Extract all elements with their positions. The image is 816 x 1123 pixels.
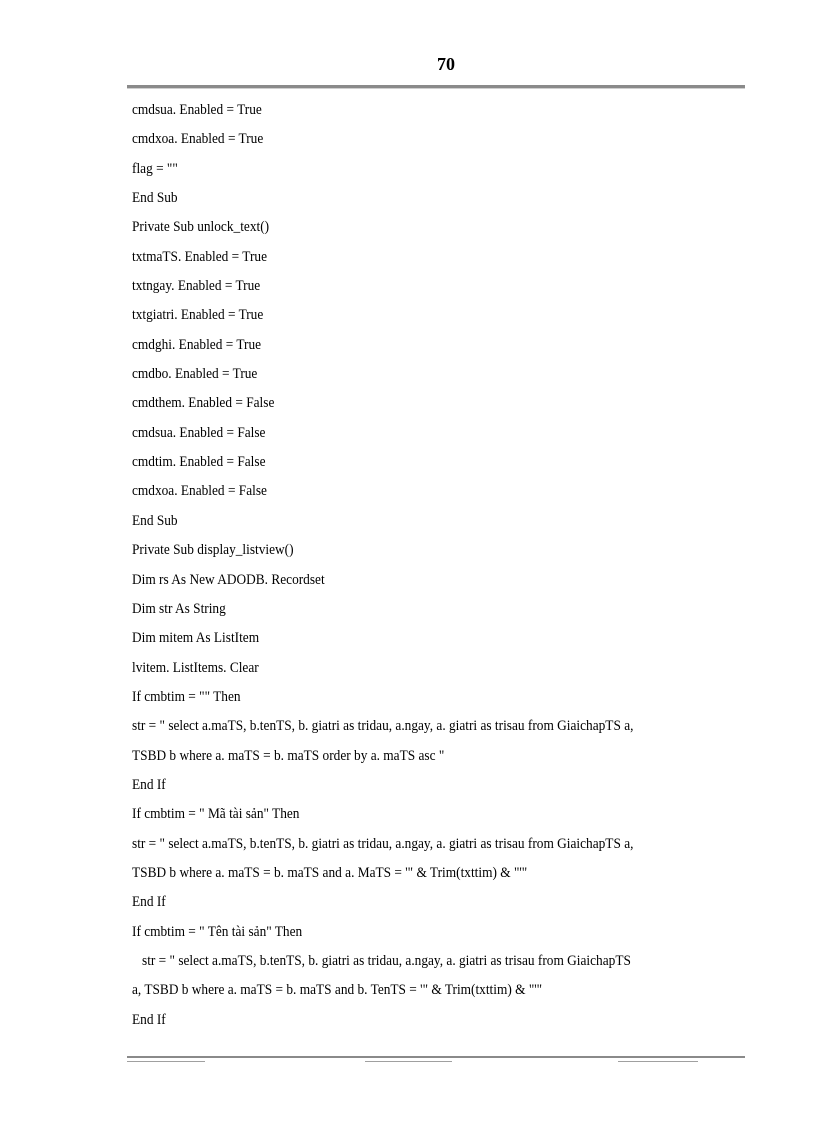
code-line: txtngay. Enabled = True: [132, 278, 261, 295]
code-line: cmdthem. Enabled = False: [132, 395, 275, 412]
code-line: cmdghi. Enabled = True: [132, 336, 262, 353]
code-line: If cmbtim = "" Then: [132, 688, 241, 705]
code-line: TSBD b where a. maTS = b. maTS and a. MaTS = '" & Trim(txttim) & "'": [132, 864, 528, 881]
code-line: Dim mitem As ListItem: [132, 630, 260, 647]
code-line: a, TSBD b where a. maTS = b. maTS and b. TenTS = '" & Trim(txttim) & "'": [132, 982, 543, 999]
footer-rule-segment: [127, 1061, 205, 1062]
footer-rule: [127, 1056, 745, 1058]
code-line: str = " select a.maTS, b.tenTS, b. giatri as tridau, a.ngay, a. giatri as trisau from GiaichapTS: [132, 952, 631, 969]
code-line: txtmaTS. Enabled = True: [132, 248, 267, 265]
code-line: txtgiatri. Enabled = True: [132, 307, 264, 324]
footer-rule-segment: [618, 1061, 698, 1062]
code-line: Private Sub display_listview(): [132, 542, 294, 559]
code-line: str = " select a.maTS, b.tenTS, b. giatri as tridau, a.ngay, a. giatri as trisau from GiaichapTS a,: [132, 835, 634, 852]
code-line: End If: [132, 1011, 166, 1028]
code-line: cmdxoa. Enabled = True: [132, 131, 264, 148]
page-number: 70: [437, 54, 455, 74]
code-line: cmdsua. Enabled = True: [132, 102, 262, 118]
code-line: Private Sub unlock_text(): [132, 219, 270, 236]
code-line: lvitem. ListItems. Clear: [132, 659, 259, 676]
header-rule: [127, 85, 745, 89]
code-line: cmdxoa. Enabled = False: [132, 483, 267, 500]
code-line: End Sub: [132, 512, 178, 529]
footer-rule-segment: [365, 1061, 452, 1062]
code-line: cmdtim. Enabled = False: [132, 454, 266, 471]
code-line: If cmbtim = " Mã tài sản" Then: [132, 806, 300, 823]
code-line: End Sub: [132, 190, 178, 207]
code-line: Dim rs As New ADODB. Recordset: [132, 571, 325, 588]
code-line: Dim str As String: [132, 600, 226, 617]
code-line: cmdsua. Enabled = False: [132, 424, 266, 441]
code-line: str = " select a.maTS, b.tenTS, b. giatri as tridau, a.ngay, a. giatri as trisau from GiaichapTS a,: [132, 718, 634, 735]
code-line: If cmbtim = " Tên tài sản" Then: [132, 923, 303, 940]
code-line: TSBD b where a. maTS = b. maTS order by a. maTS asc ": [132, 747, 445, 764]
code-line: cmdbo. Enabled = True: [132, 366, 258, 383]
code-listing: [132, 98, 744, 1037]
code-line: flag = "": [132, 160, 178, 177]
code-line: End If: [132, 776, 166, 793]
code-line: End If: [132, 894, 166, 911]
